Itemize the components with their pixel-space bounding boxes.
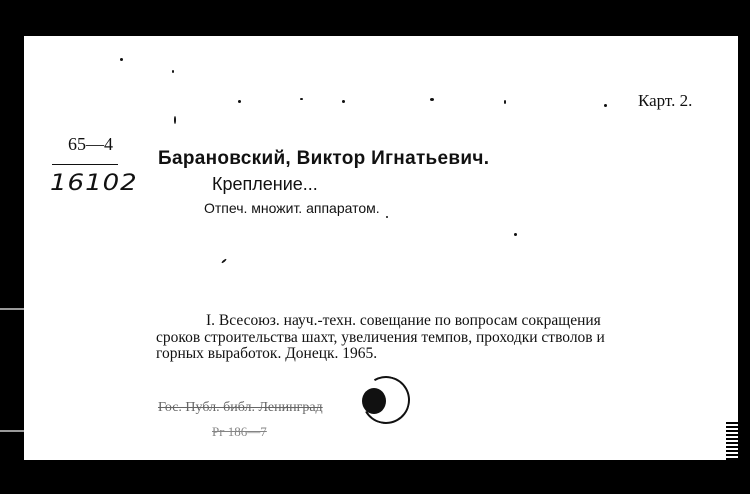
scan-edge-artifact bbox=[0, 308, 24, 310]
shelf-code: 65—4 bbox=[68, 134, 113, 154]
card-number: Карт. 2. bbox=[638, 91, 693, 110]
library-stamp: Гос. Публ. библ. Ленинград bbox=[158, 400, 323, 415]
source-line: сроков строительства шахт, увеличения темпов, проходки стволов и bbox=[156, 328, 605, 346]
source-note bbox=[156, 313, 718, 363]
scan-speck bbox=[221, 258, 227, 263]
work-title: Крепление... bbox=[212, 174, 318, 194]
scan-speck bbox=[120, 58, 123, 61]
source-line: горных выработок. Донецк. 1965. bbox=[156, 345, 378, 363]
scan-speck bbox=[238, 100, 241, 103]
library-stamp-shelfmark: Рг 186—7 bbox=[212, 424, 267, 439]
author-heading: Барановский, Виктор Игнатьевич. bbox=[158, 148, 490, 169]
scan-speck bbox=[172, 70, 174, 73]
source-line: I. Всесоюз. науч.-техн. совещание по вопросам сокращения bbox=[206, 312, 601, 329]
catalog-card bbox=[24, 36, 738, 460]
scan-edge-artifact bbox=[0, 430, 24, 432]
scan-speck bbox=[514, 233, 517, 236]
scan-speck bbox=[300, 98, 303, 100]
scan-speck bbox=[174, 116, 176, 124]
scan-speck bbox=[342, 100, 345, 103]
scan-edge-artifact bbox=[726, 420, 738, 460]
scan-speck bbox=[604, 104, 607, 107]
scan-speck bbox=[504, 100, 506, 104]
shelf-code-divider bbox=[52, 164, 118, 165]
edition-note: Отпеч. множит. аппаратом. bbox=[204, 200, 380, 216]
inventory-number: 16102 bbox=[50, 170, 138, 196]
scan-speck bbox=[430, 98, 434, 101]
scan-speck bbox=[386, 216, 388, 218]
punch-hole-icon bbox=[362, 388, 386, 414]
